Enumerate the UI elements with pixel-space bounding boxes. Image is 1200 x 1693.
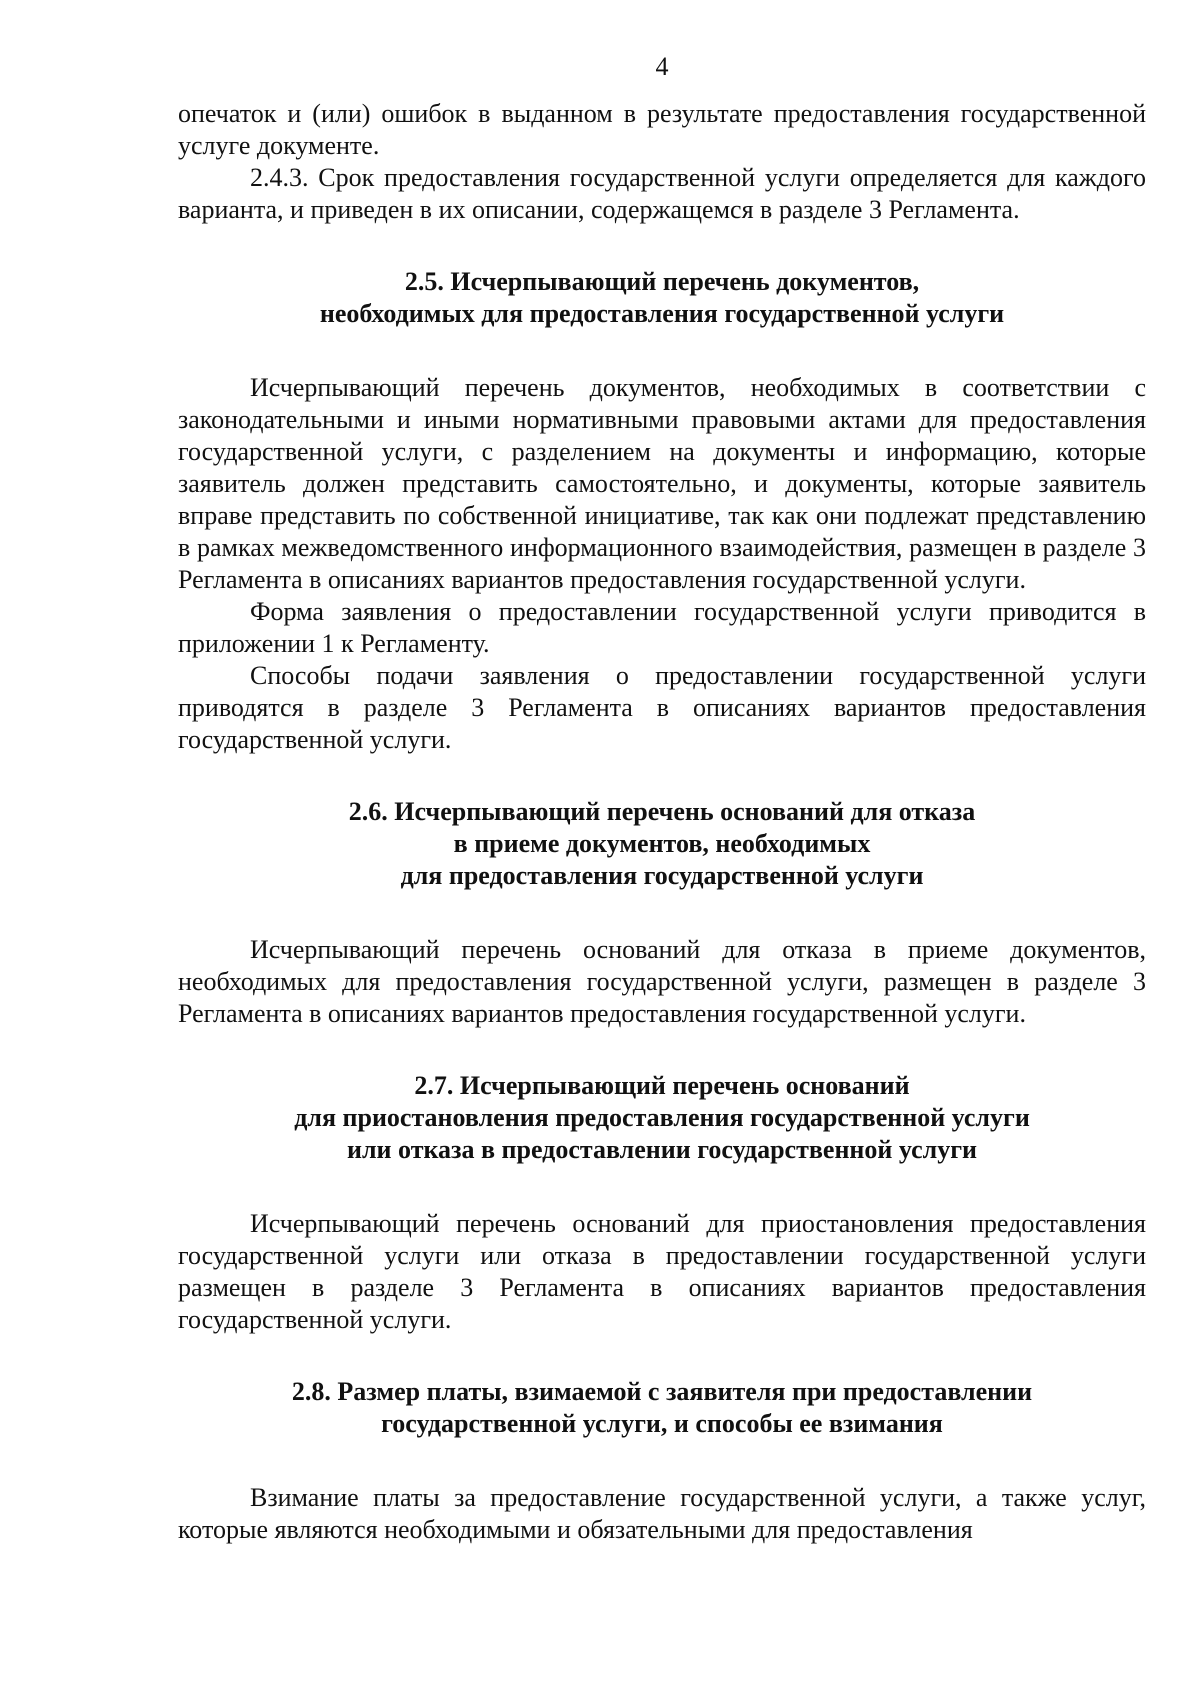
heading-line: 2.8. Размер платы, взимаемой с заявителя при предоставлении — [291, 1377, 1033, 1406]
paragraph-2-5-submission-methods: Способы подачи заявления о предоставлении государственной услуги приводятся в разделе 3 Регламента в описаниях вариантов предоставления государственной услуги. — [178, 661, 1146, 754]
page-number: 4 — [655, 52, 669, 81]
heading-2-7 — [178, 1070, 1146, 1166]
heading-2-5 — [178, 266, 1146, 330]
paragraph-2-4-3: 2.4.3. Срок предоставления государственной услуги определяется для каждого варианта, и приведен в их описании, содержащемся в разделе 3 Регламента. — [178, 163, 1146, 224]
paragraph-2-5-application-form: Форма заявления о предоставлении государственной услуги приводится в приложении 1 к Регламенту. — [178, 597, 1146, 658]
heading-line: 2.5. Исчерпывающий перечень документов, — [404, 267, 920, 296]
heading-line: государственной услуги, и способы ее взимания — [381, 1409, 943, 1438]
heading-line: для предоставления государственной услуги — [400, 861, 924, 890]
heading-line: 2.6. Исчерпывающий перечень оснований для отказа — [348, 797, 976, 826]
paragraph-continuation: опечаток и (или) ошибок в выданном в результате предоставления государственной услуге документе. — [178, 99, 1146, 160]
heading-line: необходимых для предоставления государственной услуги — [319, 299, 1005, 328]
paragraph-2-6-refusal-grounds: Исчерпывающий перечень оснований для отказа в приеме документов, необходимых для предоставления государственной услуги, размещен в разделе 3 Регламента в описаниях вариантов предоставления государственной услуги. — [178, 935, 1146, 1028]
heading-line: для приостановления предоставления государственной услуги — [294, 1103, 1030, 1132]
heading-line: в приеме документов, необходимых — [453, 829, 871, 858]
document-page — [178, 52, 1146, 1546]
heading-2-6 — [178, 796, 1146, 892]
heading-line: 2.7. Исчерпывающий перечень оснований — [414, 1071, 910, 1100]
paragraph-2-5-documents-list: Исчерпывающий перечень документов, необходимых в соответствии с законодательными и иными нормативными правовыми актами для предоставления государственной услуги, с разделением на документы и информацию, которые заявитель должен представить самостоятельно, и документы, которые заявитель вправе представить по собственной инициативе, так как они подлежат представлению в рамках межведомственного информационного взаимодействия, размещен в разделе 3 Регламента в описаниях вариантов предоставления государственной услуги. — [178, 373, 1146, 594]
heading-2-8 — [178, 1376, 1146, 1440]
heading-line: или отказа в предоставлении государственной услуги — [346, 1135, 978, 1164]
paragraph-2-7-suspension-grounds: Исчерпывающий перечень оснований для приостановления предоставления государственной услуги или отказа в предоставлении государственной услуги размещен в разделе 3 Регламента в описаниях вариантов предоставления государственной услуги. — [178, 1209, 1146, 1334]
paragraph-2-8-fee: Взимание платы за предоставление государственной услуги, а также услуг, которые являются необходимыми и обязательными для предоставления — [178, 1483, 1146, 1544]
